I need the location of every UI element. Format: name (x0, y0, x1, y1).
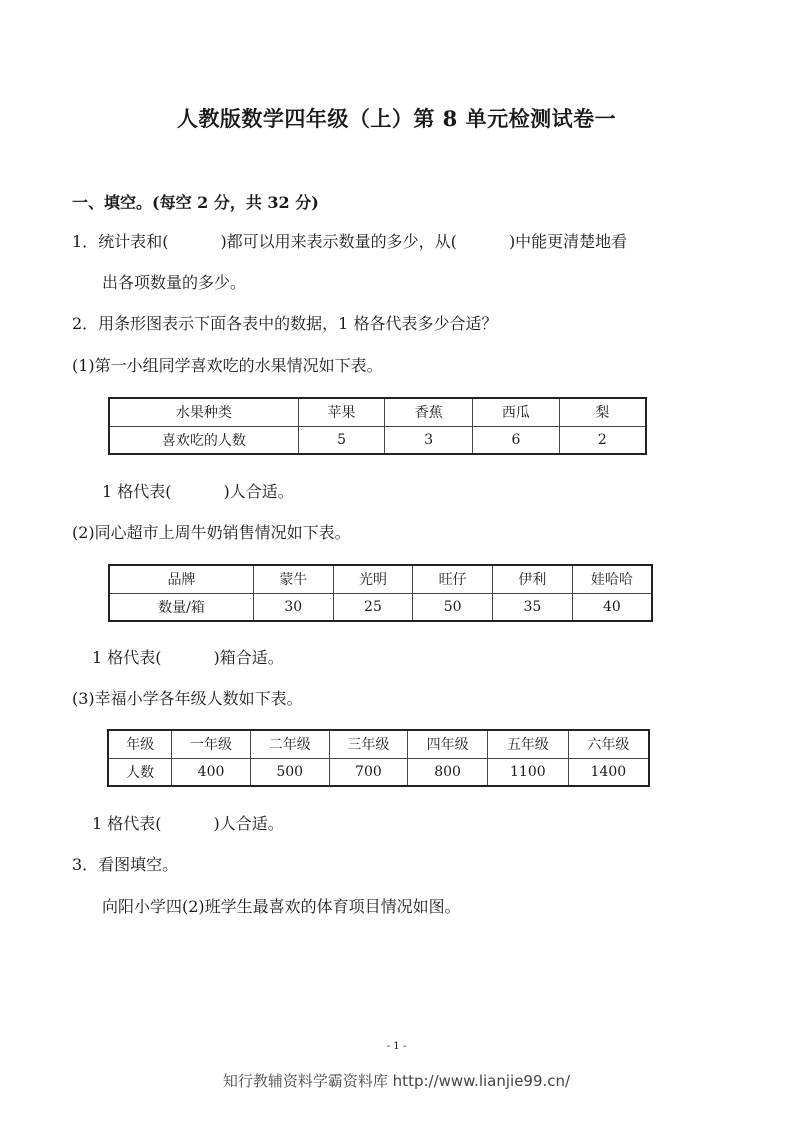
answer-text-b: )人合适。 (223, 482, 294, 501)
page-number: - 1 - (386, 1041, 407, 1052)
table-cell: 35 (493, 593, 573, 621)
table-cell: 3 (385, 426, 473, 454)
question-2-sub2-answer (92, 648, 284, 668)
answer-text-a: 1 格代表( (102, 482, 172, 501)
page-title: 人教版数学四年级（上）第 8 单元检测试卷一 (176, 106, 617, 131)
table-cell: 5 (298, 426, 385, 454)
fruit-table (108, 397, 647, 455)
table-cell: 伊利 (493, 565, 573, 593)
section-heading: 一、填空。(每空 2 分，共 32 分) (72, 193, 319, 212)
question-2-sub1-answer (102, 482, 294, 502)
table-header-row (108, 730, 649, 758)
table-cell: 水果种类 (109, 398, 298, 426)
answer-text-a: 1 格代表( (92, 648, 162, 667)
table-cell: 一年级 (172, 730, 251, 758)
question-2-sub3-answer (92, 814, 284, 834)
table-cell: 6 (473, 426, 560, 454)
table-cell: 700 (329, 758, 408, 786)
table-cell: 三年级 (329, 730, 408, 758)
table-row (109, 426, 646, 454)
question-1 (72, 232, 627, 252)
table-cell: 香蕉 (385, 398, 473, 426)
grade-table (107, 729, 650, 787)
table-cell: 800 (408, 758, 488, 786)
table-cell: 1100 (487, 758, 568, 786)
table-cell: 六年级 (568, 730, 649, 758)
question-2-sub2-label: (2)同心超市上周牛奶销售情况如下表。 (72, 523, 351, 542)
table-cell: 蒙牛 (253, 565, 333, 593)
table-cell: 梨 (559, 398, 646, 426)
table-cell: 1400 (568, 758, 649, 786)
question-2-sub1-label: (1)第一小组同学喜欢吃的水果情况如下表。 (72, 356, 383, 375)
table-cell: 25 (333, 593, 413, 621)
table-cell: 娃哈哈 (572, 565, 652, 593)
table-header-row (109, 398, 646, 426)
milk-table (108, 564, 653, 622)
table-cell: 西瓜 (473, 398, 560, 426)
table-cell: 400 (172, 758, 251, 786)
table-cell: 50 (413, 593, 493, 621)
table-cell: 40 (572, 593, 652, 621)
question-1-text-b: )都可以用来表示数量的多少，从( (220, 232, 457, 251)
table-cell: 二年级 (250, 730, 329, 758)
table-header-row (109, 565, 652, 593)
table-cell: 人数 (108, 758, 172, 786)
question-3-description: 向阳小学四(2)班学生最喜欢的体育项目情况如图。 (102, 897, 461, 916)
answer-text-b: )箱合适。 (213, 648, 284, 667)
table-cell: 500 (250, 758, 329, 786)
table-cell: 光明 (333, 565, 413, 593)
question-1-text-c: )中能更清楚地看 (508, 232, 628, 251)
table-cell: 30 (253, 593, 333, 621)
table-cell: 五年级 (487, 730, 568, 758)
table-cell: 四年级 (408, 730, 488, 758)
table-cell: 苹果 (298, 398, 385, 426)
table-cell: 喜欢吃的人数 (109, 426, 298, 454)
question-1-number: 1． (72, 232, 99, 251)
table-cell: 旺仔 (413, 565, 493, 593)
answer-text-a: 1 格代表( (92, 814, 162, 833)
table-row (109, 593, 652, 621)
question-2: 2．用条形图表示下面各表中的数据，1 格各代表多少合适？ (72, 314, 498, 333)
answer-text-b: )人合适。 (213, 814, 284, 833)
question-2-sub3-label: (3)幸福小学各年级人数如下表。 (72, 689, 303, 708)
table-cell: 品牌 (109, 565, 253, 593)
question-1-text-a: 统计表和( (98, 232, 169, 251)
footer-watermark: 知行教辅资料学霸资料库 http://www.lianjie99.cn/ (222, 1072, 571, 1090)
table-cell: 数量/箱 (109, 593, 253, 621)
question-1-line-2: 出各项数量的多少。 (102, 273, 247, 292)
table-cell: 2 (559, 426, 646, 454)
table-cell: 年级 (108, 730, 172, 758)
question-3: 3．看图填空。 (72, 855, 179, 874)
table-row (108, 758, 649, 786)
